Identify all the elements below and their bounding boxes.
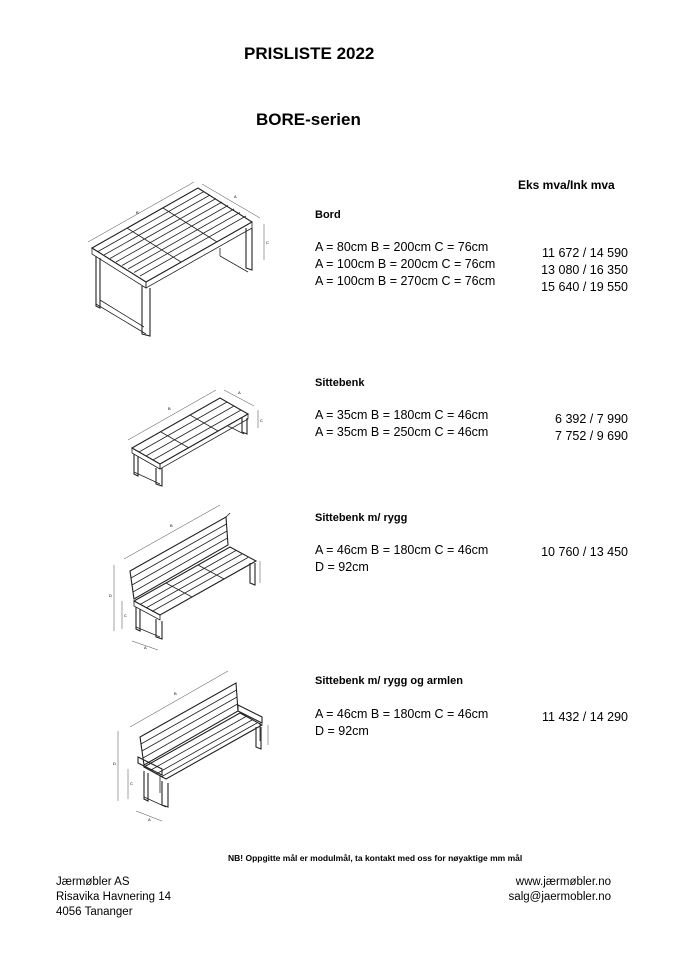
price-list-sittebenk [498,411,628,445]
spec-line: A = 80cm B = 200cm C = 76cm [315,240,489,254]
svg-text:C: C [124,613,127,618]
svg-text:B: B [136,210,139,215]
spec-line: A = 100cm B = 200cm C = 76cm [315,257,496,271]
price-line: 13 080 / 16 350 [541,263,628,277]
price-line: 6 392 / 7 990 [555,412,628,426]
svg-text:D: D [109,593,112,598]
spec-line: A = 46cm B = 180cm C = 46cm [315,707,489,721]
spec-list-sittebenk [315,407,488,441]
price-line: 15 640 / 19 550 [541,280,628,294]
spec-line: D = 92cm [315,724,369,738]
page-title: PRISLISTE 2022 [244,44,375,63]
bench-drawing [120,370,270,490]
bench-with-back-and-armrests-drawing [100,665,280,825]
spec-line: A = 35cm B = 250cm C = 46cm [315,425,489,439]
svg-text:C: C [130,781,133,786]
postal-address: 4056 Tananger [56,906,133,918]
spec-list-sittebenk-rygg [315,542,488,576]
svg-text:C: C [266,240,269,245]
company-contact [411,875,611,905]
price-list-bord [498,245,628,296]
svg-text:D: D [113,761,116,766]
spec-line: A = 35cm B = 180cm C = 46cm [315,408,489,422]
svg-text:B: B [174,691,177,696]
product-title-bord: Bord [315,209,341,221]
bench-with-back-drawing [100,505,280,650]
spec-list-sittebenk-rygg-armlen [315,706,488,740]
price-line: 11 432 / 14 290 [542,710,628,724]
measurement-note: NB! Oppgitte mål er modulmål, ta kontakt med oss for nøyaktige mm mål [228,853,523,863]
svg-text:B: B [168,406,171,411]
price-list-sittebenk-rygg [498,544,628,561]
spec-line: D = 92cm [315,560,369,574]
svg-text:A: A [148,817,151,822]
spec-line: A = 46cm B = 180cm C = 46cm [315,543,489,557]
svg-text:C: C [260,418,263,423]
svg-text:A: A [234,194,237,199]
product-title-sittebenk-rygg-armlen: Sittebenk m/ rygg og armlen [315,675,463,687]
series-title: BORE-serien [256,110,361,129]
email-link[interactable]: salg@jaermobler.no [508,891,611,903]
street-address: Risavika Havnering 14 [56,891,172,903]
spec-list-bord [315,239,495,290]
price-line: 7 752 / 9 690 [555,429,628,443]
price-column-header: Eks mva/Ink mva [518,178,615,192]
company-name: Jærmøbler AS [56,876,130,888]
price-list-sittebenk-rygg-armlen [498,709,628,726]
product-title-sittebenk: Sittebenk [315,377,365,389]
svg-text:A: A [238,390,241,395]
price-line: 11 672 / 14 590 [542,246,628,260]
product-title-sittebenk-rygg: Sittebenk m/ rygg [315,512,408,524]
website-link[interactable]: www.jærmøbler.no [515,876,611,888]
company-address [56,875,171,920]
svg-text:B: B [170,523,173,528]
price-line: 10 760 / 13 450 [541,545,628,559]
spec-line: A = 100cm B = 270cm C = 76cm [315,274,496,288]
table-drawing [80,178,280,338]
svg-text:A: A [144,645,147,650]
